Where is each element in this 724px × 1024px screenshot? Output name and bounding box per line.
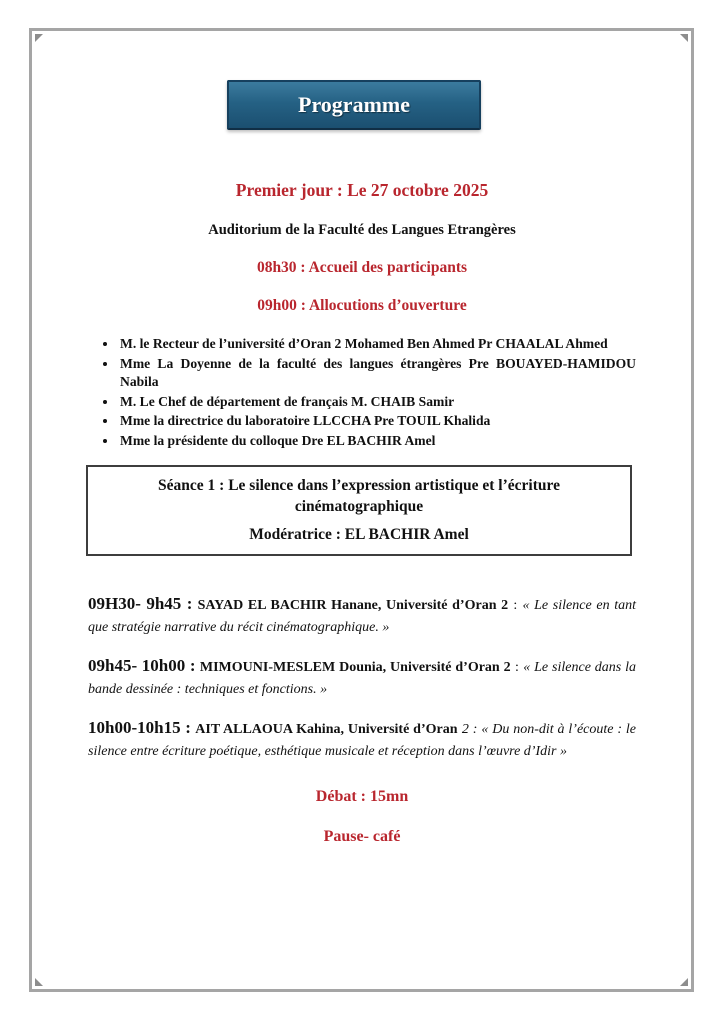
- pause-cafe-line: Pause- café: [323, 828, 401, 845]
- session-time: 09H30- 9h45 :: [88, 594, 193, 613]
- frame-corner-ornament-top-left: [35, 34, 43, 42]
- session-entry-1: [88, 593, 636, 638]
- official-item: • Mme la directrice du laboratoire LLCCHA Pre TOUIL Khalida: [118, 412, 636, 431]
- session-separator: :: [514, 660, 519, 675]
- seance-moderator: Modératrice : EL BACHIR Amel: [249, 526, 469, 543]
- frame-corner-ornament-bottom-left: [35, 978, 43, 986]
- programme-banner-label: Programme: [298, 92, 410, 117]
- frame-corner-ornament-bottom-right: [680, 978, 688, 986]
- session-time: 10h00-10h15 :: [88, 718, 191, 737]
- page-content: [88, 0, 636, 846]
- session-quote: 2 : « Du non-dit à l’écoute : le silence entre écriture poétique, esthétique musicale et réception dans l’œuvre d’Idir »: [88, 722, 637, 759]
- day-title: Premier jour : Le 27 octobre 2025: [235, 180, 489, 200]
- venue-line: Auditorium de la Faculté des Langues Etrangères: [208, 222, 516, 238]
- official-item: • M. le Recteur de l’université d’Oran 2 Mohamed Ben Ahmed Pr CHAALAL Ahmed: [118, 335, 636, 354]
- session-quote: « Le silence dans la bande dessinée : techniques et fonctions. »: [88, 660, 637, 697]
- official-item: • Mme la présidente du colloque Dre EL BACHIR Amel: [118, 432, 636, 451]
- programme-banner: [227, 80, 481, 130]
- session-entry-3: [88, 717, 636, 762]
- session-speaker: AIT ALLAOUA Kahina, Université d’Oran: [195, 722, 458, 737]
- slot-0900: 09h00 : Allocutions d’ouverture: [257, 297, 467, 314]
- official-item: • M. Le Chef de département de français M. CHAIB Samir: [118, 393, 636, 412]
- session-time: 09h45- 10h00 :: [88, 656, 196, 675]
- session-entry-2: [88, 655, 636, 700]
- session-separator: :: [513, 598, 518, 613]
- seance-title: Séance 1 : Le silence dans l’expression artistique et l’écriture cinématographique: [158, 477, 560, 515]
- official-item: • Mme La Doyenne de la faculté des langues étrangères Pre BOUAYED-HAMIDOU Nabila: [118, 355, 636, 392]
- session-speaker: MIMOUNI-MESLEM Dounia, Université d’Oran 2: [199, 660, 511, 675]
- seance-box: [86, 465, 632, 556]
- session-speaker: SAYAD EL BACHIR Hanane, Université d’Oran 2: [197, 598, 509, 613]
- frame-corner-ornament-top-right: [680, 34, 688, 42]
- slot-0830: 08h30 : Accueil des participants: [256, 259, 468, 276]
- session-quote: « Le silence en tant que stratégie narrative du récit cinématographique. »: [88, 598, 637, 635]
- officials-list: [88, 335, 636, 450]
- debat-line: Débat : 15mn: [315, 788, 409, 805]
